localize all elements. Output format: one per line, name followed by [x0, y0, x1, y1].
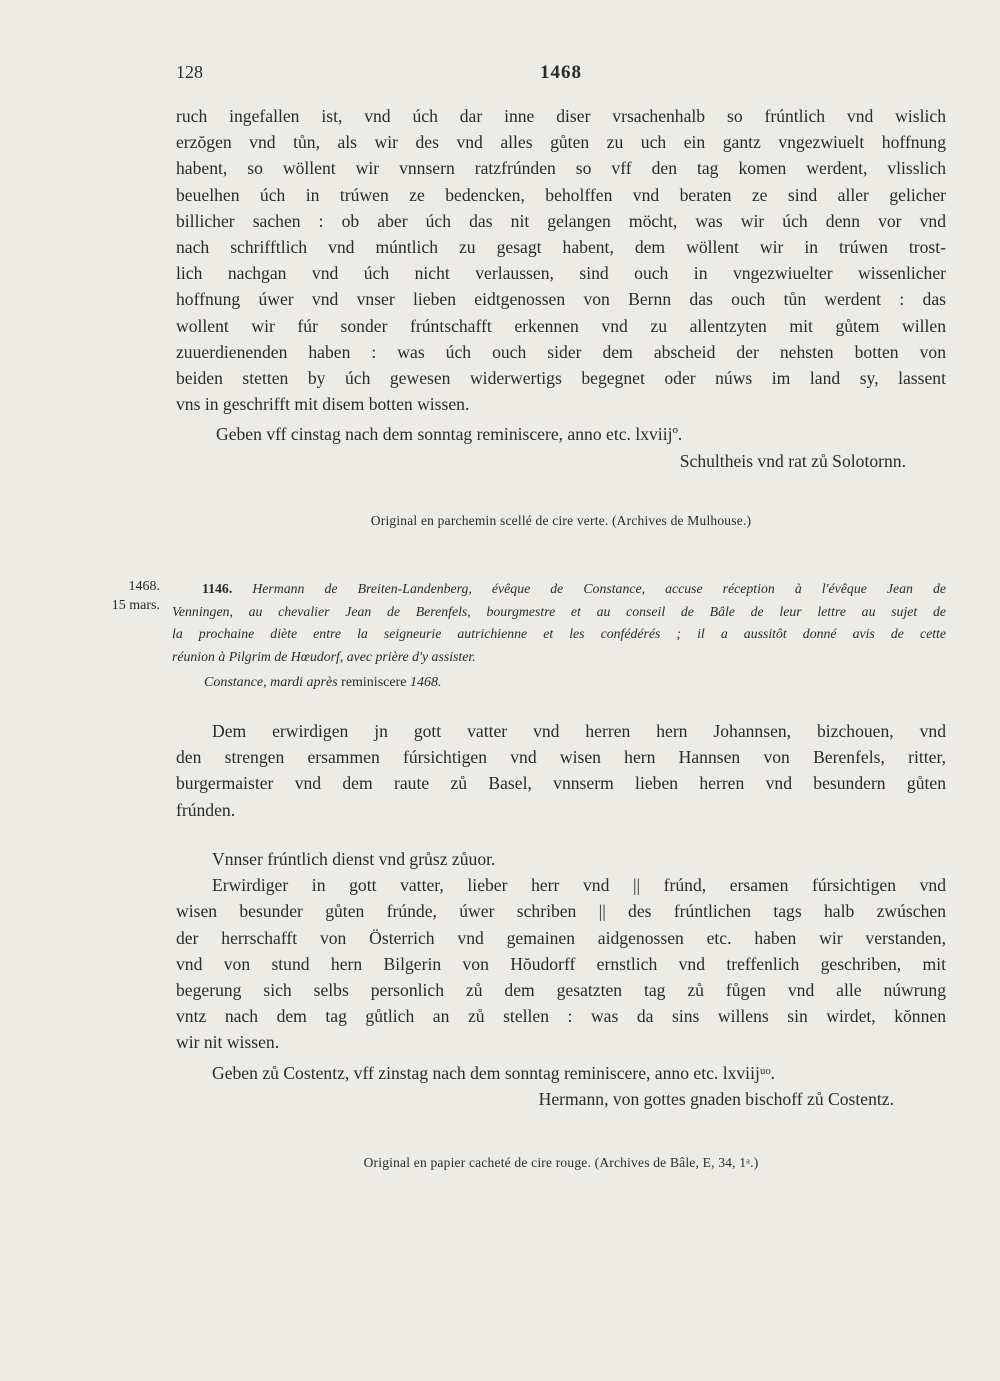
signature-line: Schultheis vnd rat zů Solotornn.: [679, 450, 906, 471]
text-line: vntz nach dem tag gůtlich an zů stellen : was da sins willens sin wirdet, kŏnnen: [176, 1006, 946, 1027]
address-line: burgermaister vnd dem raute zů Basel, vnnserm lieben herren vnd besundern gůten: [176, 773, 946, 794]
greeting-line: Vnnser frúntlich dienst vnd grůsz zůuor.: [212, 849, 496, 869]
source-note-1: Original en parchemin scellé de cire verte. (Archives de Mulhouse.): [370, 513, 752, 528]
text-line: habent, so wöllent wir vnnsern ratzfrúnden so vff den tag komen werdent, vlisslich: [176, 158, 946, 179]
signature-line: Hermann, von gottes gnaden bischoff zů Costentz.: [538, 1088, 894, 1109]
regest-line: la prochaine diète entre la seigneurie autrichienne et les confédérés ; il a aussitôt donné avis de cette: [172, 626, 946, 642]
text-line: erzŏgen vnd tůn, als wir des vnd alles gůten zu uch ein gantz vngezwiuelt hoffnung: [176, 132, 946, 153]
regest-line: [172, 578, 946, 601]
text-line: Erwirdiger in gott vatter, lieber herr vnd || frúnd, ersamen fúrsichtigen vnd: [212, 875, 946, 896]
margin-date: [90, 577, 160, 615]
address-line: den strengen ersammen fúrsichtigen vnd wisen hern Hannsen von Berenfels, ritter,: [176, 747, 946, 768]
text-line: begerung sich selbs personlich zů dem gesatzten tag zů fůgen vnd alle núwrung: [176, 980, 946, 1001]
regest-text: Hermann de Breiten-Landenberg, évêque de Constance, accuse réception à l'évêque Jean de: [252, 581, 946, 596]
margin-year: 1468.: [128, 579, 160, 594]
regest-line: réunion à Pilgrim de Hœudorf, avec prière d'y assister.: [172, 648, 476, 664]
text-line: ruch ingefallen ist, vnd úch dar inne diser vrsachenhalb so frúntlich vnd wislich: [176, 106, 946, 126]
text-line: wir nit wissen.: [176, 1032, 280, 1053]
letter-body-2: [176, 846, 946, 1112]
document-number: 1146.: [202, 581, 233, 596]
text-line: hoffnung úwer vnd vnser lieben eidtgenossen von Bernn das ouch tůn werdent : das: [176, 289, 946, 310]
page-number: 128: [176, 62, 203, 82]
text-line: der herrschafft von Österrich vnd gemainen aidgenossen etc. haben wir verstanden,: [176, 927, 946, 948]
text-line: wollent wir fúr sonder frúntschafft erkennen vnd zu allentzyten mit gůtem willen: [176, 315, 946, 336]
dating-line: Geben vff cinstag nach dem sonntag reminiscere, anno etc. lxviijº.: [216, 424, 683, 445]
place-date: [204, 675, 441, 691]
running-header-year: 1468: [540, 62, 582, 83]
text-line: zuuerdienenden haben : was úch ouch sider dem abscheid der nehsten botten von: [176, 341, 946, 362]
text-line: beiden stetten by úch gewesen widerwertigs begegnet oder núws im land sy, lassent: [176, 368, 946, 389]
text-line: billicher sachen : ob aber úch das nit gelangen möcht, was wir úch denn vor vnd: [176, 210, 946, 231]
source-note-2: Original en papier cacheté de cire rouge. (Archives de Bâle, E, 34, 1ᵃ.): [363, 1155, 759, 1170]
regest-summary: [172, 578, 946, 668]
text-line: lich nachgan vnd úch nicht verlaussen, sind ouch in vngezwiuelter wissenlicher: [176, 263, 946, 284]
text-line: vnd von stund hern Bilgerin von Hŏudorff ernstlich vnd treffenlich geschriben, mit: [176, 953, 946, 974]
place-date-word: reminiscere: [341, 675, 407, 690]
dating-line: Geben zů Costentz, vff zinstag nach dem sonntag reminiscere, anno etc. lxviijᵘᵒ.: [212, 1062, 776, 1083]
regest-line: Venningen, au chevalier Jean de Berenfels, bourgmestre et au conseil de Bâle de leur lettre au sujet de: [172, 603, 946, 619]
letter-body-1: [176, 103, 946, 474]
text-line: nach schrifftlich vnd múntlich zu gesagt habent, dem wöllent wir in trúwen trost-: [176, 237, 946, 258]
address-line: frúnden.: [176, 799, 236, 820]
place-date-year: 1468.: [409, 675, 442, 690]
page-header: [176, 62, 946, 92]
address-block: [176, 718, 946, 823]
address-line: Dem erwirdigen jn gott vatter vnd herren hern Johannsen, bizchouen, vnd: [212, 721, 946, 741]
place-date-text: Constance, mardi après: [204, 675, 338, 690]
text-line: vns in geschrifft mit disem botten wissen.: [176, 394, 470, 415]
text-line: beuelhen úch in trúwen ze bedencken, beholffen vnd beraten ze sind aller gelicher: [176, 184, 946, 205]
text-line: wisen besunder gůten frúnde, úwer schriben || des frúntlichen tags halb zwúschen: [176, 901, 946, 922]
margin-day: 15 mars.: [111, 598, 160, 613]
